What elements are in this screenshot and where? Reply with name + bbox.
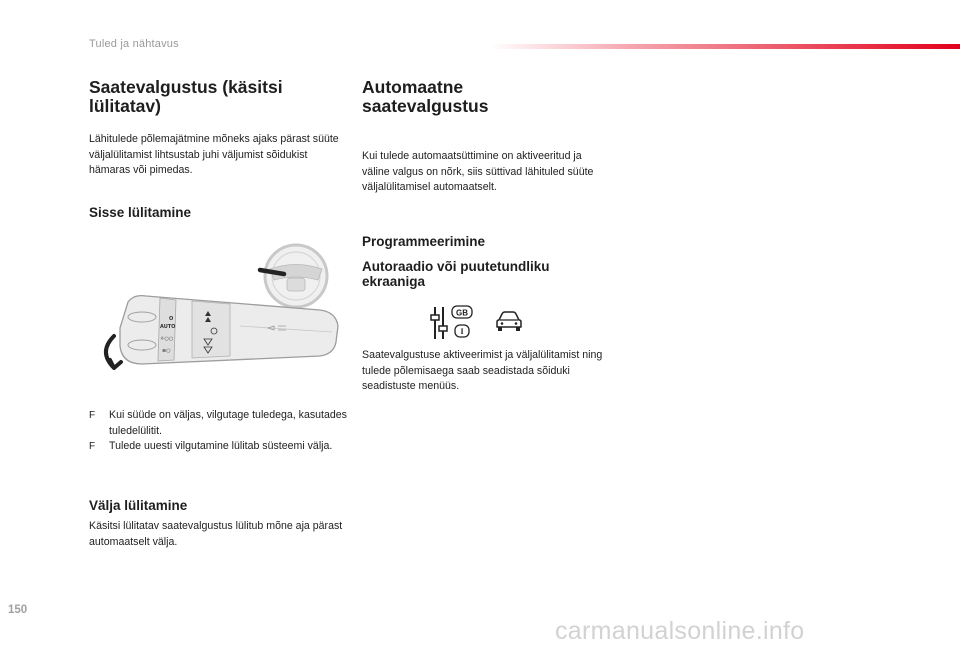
watermark: carmanualsonline.info <box>555 617 805 645</box>
lever-label-auto: AUTO <box>160 324 176 330</box>
header-accent-line <box>490 44 960 49</box>
radio-heading: Autoraadio või puutetundliku ekraaniga <box>362 259 550 289</box>
programming-heading: Programmeerimine <box>362 234 486 249</box>
switch-off-text: Käsitsi lülitatav saatevalgustus lülitub mõne aja pärast automaatselt välja. <box>89 520 343 548</box>
lever-label-dipped: ≡○ <box>162 348 171 354</box>
settings-sliders-icon <box>428 303 476 343</box>
bullet-marker: F <box>89 441 96 452</box>
badge-i: I <box>460 327 464 336</box>
right-settings-text: Saatevalgustuse aktiveerimist ja väljalülitamist ning tulede põlemisaega saab seadistada sõiduki seadistuste menüüs. <box>362 349 603 392</box>
switch-off-heading: Välja lülitamine <box>89 498 188 513</box>
left-title: Saatevalgustus (käsitsi lülitatav) <box>89 77 283 116</box>
car-icon <box>494 311 524 333</box>
switch-on-bullets <box>89 408 351 455</box>
right-title: Automaatne saatevalgustus <box>362 77 489 116</box>
switch-on-heading: Sisse lülitamine <box>89 205 192 220</box>
right-intro: Kui tulede automaatsüttimine on aktiveeritud ja väline valgus on nõrk, siis süttivad lähituled süüte väljalülitamisel automaatselt. <box>362 150 594 193</box>
flash-direction-arrow-icon <box>106 336 121 368</box>
bullet-text: Kui süüde on väljas, vilgutage tuledega, kasutades tuledelülitit. <box>109 409 347 437</box>
bullet-item <box>89 408 351 439</box>
lighting-stalk-illustration <box>100 236 350 376</box>
lever-label-off: O <box>169 316 174 322</box>
left-intro: Lähitulede põlemajätmine mõneks ajaks pärast süüte väljalülitamist lihtsustab juhi väljumist sõidukist hämaras või pimedas. <box>89 133 339 176</box>
steering-wheel-icon <box>265 245 327 307</box>
lever-label-sidelights: ☼○○ <box>160 336 174 342</box>
bullet-marker: F <box>89 410 96 421</box>
badge-gb: GB <box>456 308 468 318</box>
section-header: Tuled ja nähtavus <box>89 38 179 50</box>
bullet-text: Tulede uuesti vilgutamine lülitab süsteemi välja. <box>109 440 333 452</box>
page-number: 150 <box>8 604 28 616</box>
bullet-item <box>89 439 351 455</box>
